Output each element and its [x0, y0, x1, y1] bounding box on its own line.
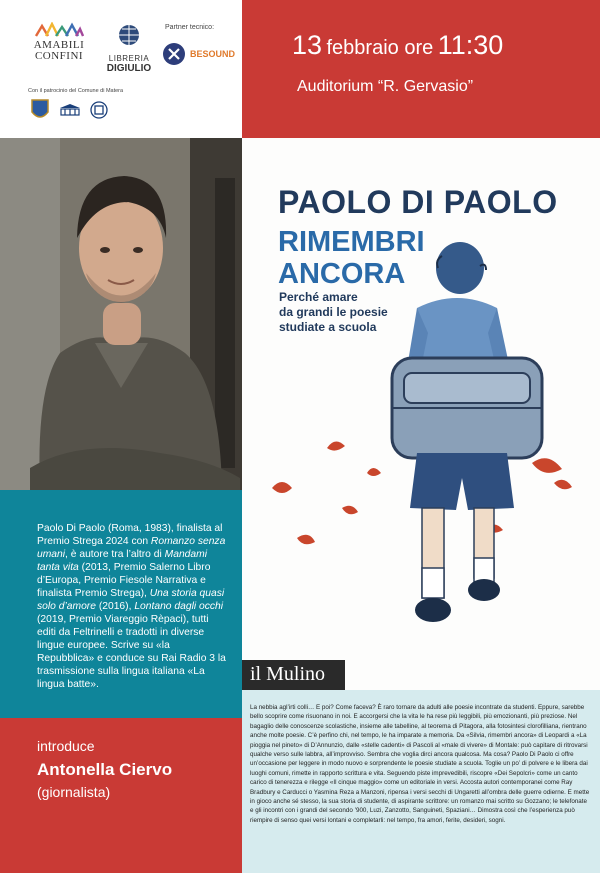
world-heritage-icon	[90, 101, 108, 119]
cover-title-line2: ANCORA	[278, 258, 406, 290]
cover-publisher: il Mulino	[242, 660, 345, 690]
bio-book-mandami-tanta-vita: Mandami tanta vita	[37, 549, 207, 573]
digiulio-line: DIGIULIO	[106, 63, 152, 74]
book-blurb	[242, 690, 600, 873]
blurb-text: La nebbia agl’irti colli… E poi? Come faceva? È raro tornare da adulti alle poesie incontrate da studenti. Eppure, sarebbe bello scoprire come risuonano in noi. E accorgersi che la vita le ha rese più leggibili, più emozionanti, più preziose. Nel bagaglio delle conoscenze scolastiche, insieme alle tabelline, al teorema di Pitagora, alla fotosintesi clorofilliana, rientrano anche molte poesie. C’è perfino chi, nel tempo, le ha imparate a memoria. Da «Silvia, rimembri ancora» di Leopardi a «La pioggia nel pineto» di D’Annunzio, dalle «stelle cadenti» di Pascoli al «male di vivere» di Montale: può capitare di ritrovarsi qualche verso sulle labbra, all’improvviso. Sembra che voglia dirci ancora qualcosa. Ma cosa? Paolo Di Paolo ci offre un’occasione per leggere in modo nuovo e sorprendente le poesie studiate a scuola. Toglie un po’ di polvere e le libera dai luoghi comuni, rimette in rapporto scrittura e vita. Seguendo piste imprevedibili, riscopre «Dei Sepolcri» come un canto carico di tenerezza e rilegge «Il cinque maggio» come un editoriale in versi. Accosta autori contemporanei come Ray Bradbury e Carducci o Yasmina Reza a Manzoni, ripensa i versi secchi di Ungaretti all’ombra delle guerre odierne. E mette in gioco anche sé stesso, la sua storia di studente, di aspirante scrittore: un romanzo mai scritto su Gozzano; le telefonate e gli incontri con i grandi del secondo ’900, Luzi, Zanzotto, Sanguineti, Spaziani… Dimostra così che l’esperienza può riempire di senso quei versi lontani e completarli: nel tempo, fra amori, ferite, desideri, sogni.	[250, 704, 590, 824]
patrocinio-logos	[30, 98, 108, 122]
amabili-confini-logo	[28, 22, 90, 62]
event-day: 13	[292, 30, 323, 60]
patrocinio-text: Con il patrocinio del Comune di Matera	[28, 88, 124, 94]
cover-subtitle-line1: Perché amare	[279, 290, 358, 304]
libreria-digiulio-logo	[101, 24, 157, 74]
introducer-box	[0, 718, 242, 873]
cover-subtitle-line2: da grandi le poesie	[279, 305, 388, 319]
besound-name: BESOUND	[190, 49, 236, 59]
introducer-role: (giornalista)	[37, 784, 111, 800]
besound-logo	[162, 42, 235, 66]
introducer-label: introduce	[37, 738, 95, 754]
sponsor-logos	[0, 0, 242, 138]
besound-mark-icon	[162, 42, 186, 66]
cover-subtitle-line3: studiate a scuola	[279, 320, 377, 334]
book-cover	[242, 138, 600, 690]
amabili-line: AMABILI	[33, 39, 85, 51]
event-time: 11:30	[437, 30, 504, 60]
author-bio	[0, 490, 242, 718]
event-datetime	[292, 30, 503, 61]
amabili-confini-mark-icon	[34, 22, 84, 38]
unesco-icon	[58, 103, 82, 117]
author-portrait-illustration	[0, 138, 242, 490]
bio-book-romanzo-senza-umani: Romanzo senza umani	[37, 536, 226, 560]
bio-text-1: Paolo Di Paolo (Roma, 1983), finalista al Premio Strega 2024 con	[37, 523, 223, 547]
libreria-globe-icon	[118, 24, 140, 46]
event-venue: Auditorium “R. Gervasio”	[297, 78, 474, 95]
libreria-line: LIBRERIA	[108, 54, 150, 63]
introducer-name: Antonella Ciervo	[37, 760, 173, 779]
bio-text-4: (2016),	[95, 601, 135, 612]
cover-author: PAOLO DI PAOLO	[278, 184, 558, 220]
bio-text-3: (2013, Premio Salerno Libro d’Europa, Premio Fiesole Narrativa e finalista Premio Strega),	[37, 562, 211, 599]
matera-coat-of-arms-icon	[30, 98, 50, 122]
event-month: febbraio ore	[326, 37, 434, 59]
event-date-box	[242, 0, 600, 138]
author-photo	[0, 138, 242, 490]
partner-label: Partner tecnico:	[165, 24, 215, 31]
bio-text-2: , è autore tra l’altro di	[65, 549, 165, 560]
bio-book-lontano-dagli-occhi: Lontano dagli occhi	[134, 601, 224, 612]
bio-book-una-storia: Una storia quasi solo d’amore	[37, 588, 225, 612]
confini-line: CONFINI	[34, 50, 84, 62]
cover-title-line1: RIMEMBRI	[278, 226, 425, 258]
schoolboy-illustration	[242, 238, 600, 658]
bio-text-5: (2019, Premio Viareggio Rèpaci), tutti editi da Feltrinelli e tradotti in diverse lingue europee. Scrive su «la Repubblica» e conduce su Rai Radio 3 la trasmissione sulla lingua italiana «La lingua batte».	[37, 614, 226, 690]
